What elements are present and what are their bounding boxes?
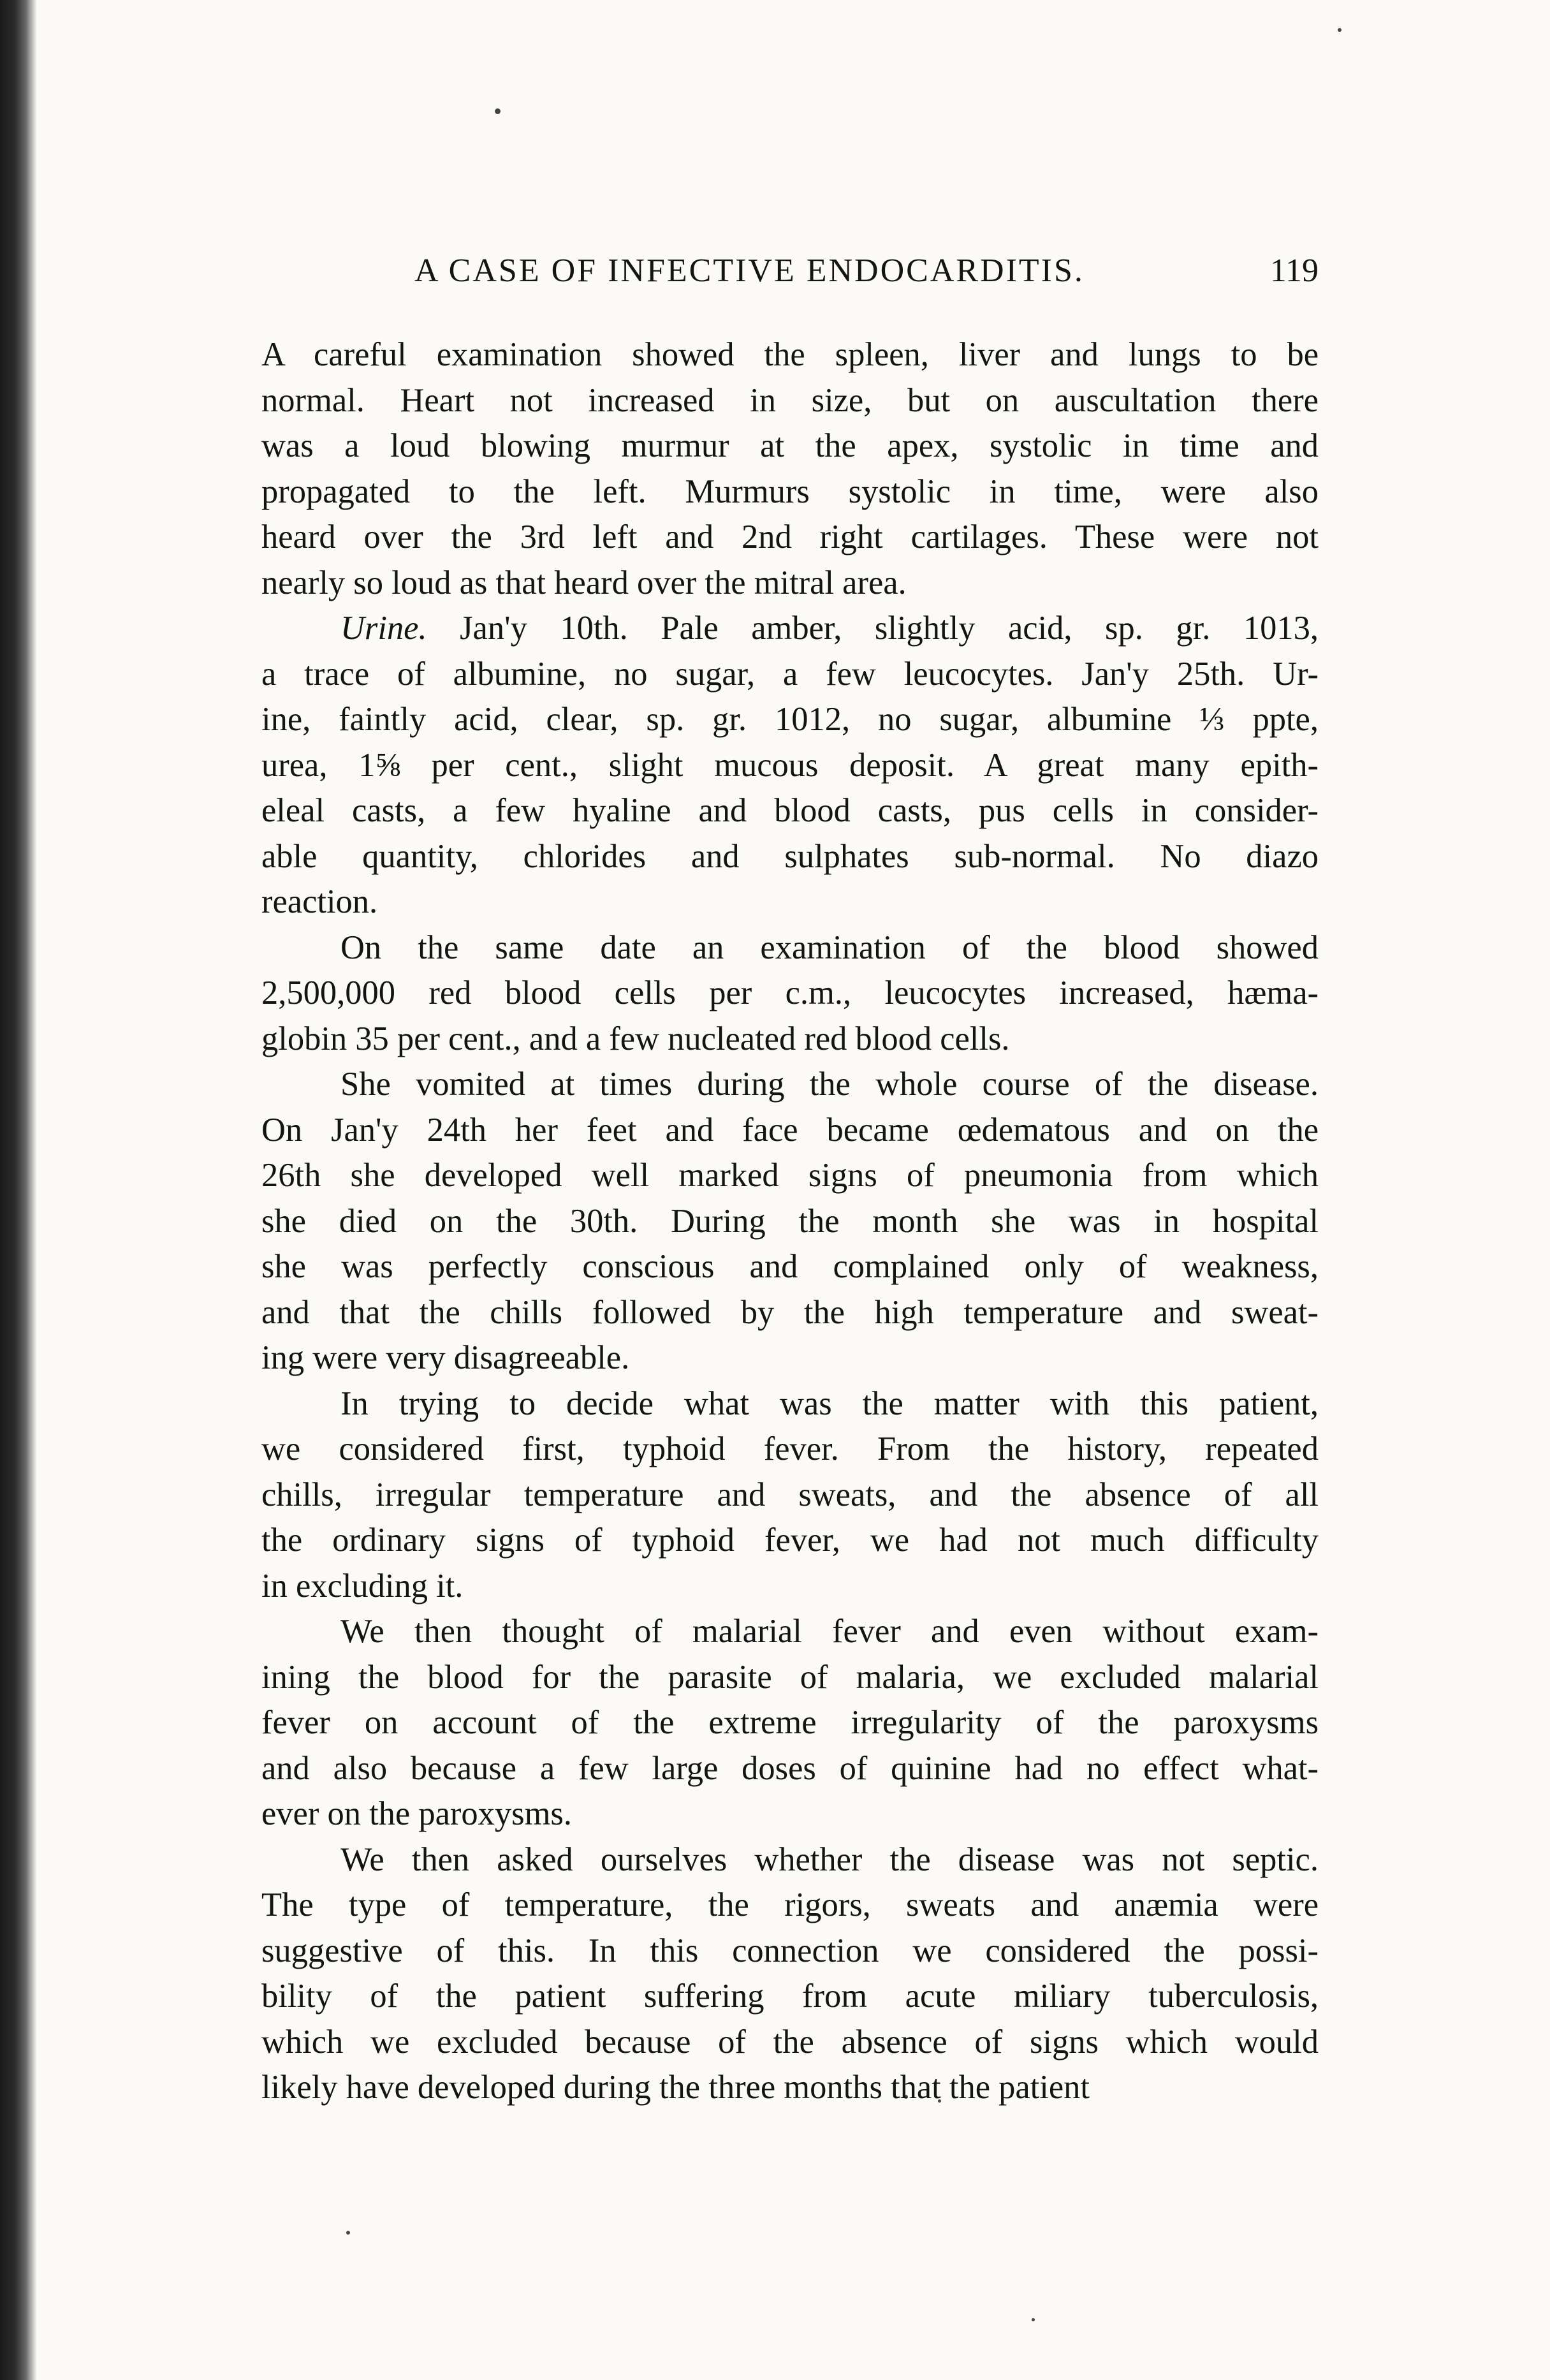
text-line <box>261 879 1319 925</box>
text-line <box>261 1244 1319 1290</box>
text-line-content: she died on the 30th. During the month she was in hospital <box>261 1202 1319 1240</box>
text-line-content: and that the chills followed by the high temperature and sweat- <box>261 1293 1319 1331</box>
text-line <box>261 1427 1319 1473</box>
text-line <box>261 1017 1319 1062</box>
paper-speck <box>1338 28 1342 32</box>
text-line <box>261 1609 1319 1655</box>
text-line-content: ining the blood for the parasite of malaria, we excluded malarial <box>261 1658 1319 1696</box>
text-line <box>261 1655 1319 1701</box>
text-line <box>261 834 1319 880</box>
page-number: 119 <box>1269 253 1319 289</box>
text-line-content: fever on account of the extreme irregularity of the paroxysms <box>261 1704 1319 1741</box>
text-line-content: normal. Heart not increased in size, but on auscultation there <box>261 381 1319 419</box>
paragraph <box>261 332 1319 606</box>
text-line <box>261 2020 1319 2066</box>
running-head-title: A CASE OF INFECTIVE ENDOCARDITIS. <box>414 253 1085 289</box>
text-line-content: In trying to decide what was the matter with this patient, <box>340 1385 1319 1422</box>
text-line-content: ine, faintly acid, clear, sp. gr. 1012, no sugar, albumine ⅓ ppte, <box>261 701 1319 738</box>
paragraph <box>261 606 1319 925</box>
text-line-content: She vomited at times during the whole course of the disease. <box>340 1066 1319 1103</box>
text-line <box>261 1290 1319 1336</box>
text-line <box>261 1108 1319 1154</box>
text-line-content: we considered first, typhoid fever. From the history, repeated <box>261 1430 1319 1467</box>
text-line-content: We then thought of malarial fever and even without exam- <box>340 1613 1319 1650</box>
text-line-content: nearly so loud as that heard over the mitral area. <box>261 564 907 601</box>
text-line <box>261 1199 1319 1245</box>
text-line-content: and also because a few large doses of quinine had no effect what- <box>261 1749 1319 1787</box>
text-line <box>261 1928 1319 1974</box>
text-line <box>261 743 1319 789</box>
text-line <box>261 925 1319 971</box>
text-line-content: reaction. <box>261 883 378 920</box>
text-line-content: eleal casts, a few hyaline and blood casts, pus cells in consider- <box>261 792 1319 829</box>
text-line-content: propagated to the left. Murmurs systolic in time, were also <box>261 473 1319 510</box>
text-line-content: bility of the patient suffering from acute miliary tuberculosis, <box>261 1978 1319 2015</box>
text-line <box>261 697 1319 743</box>
text-line-content: ing were very disagreeable. <box>261 1339 630 1376</box>
text-line-content: chills, irregular temperature and sweats, and the absence of all <box>261 1476 1319 1513</box>
text-line <box>261 515 1319 561</box>
text-line-content: she was perfectly conscious and complained only of weakness, <box>261 1248 1319 1285</box>
text-line-content: globin 35 per cent., and a few nucleated red blood cells. <box>261 1020 1010 1057</box>
text-line-content: On Jan'y 24th her feet and face became œdematous and on the <box>261 1111 1319 1149</box>
text-line <box>261 378 1319 424</box>
text-line <box>261 1518 1319 1564</box>
text-line-content: The type of temperature, the rigors, sweats and anæmia were <box>261 1886 1319 1923</box>
text-line-content: in excluding it. <box>261 1567 464 1605</box>
paper-speck <box>495 108 501 114</box>
text-line <box>261 1700 1319 1746</box>
text-line-content: A careful examination showed the spleen, liver and lungs to be <box>261 336 1319 373</box>
text-line <box>261 1062 1319 1108</box>
text-line <box>261 606 1319 652</box>
text-line <box>261 1564 1319 1610</box>
text-line-content: was a loud blowing murmur at the apex, systolic in time and <box>261 427 1319 464</box>
text-line <box>261 423 1319 469</box>
text-line-content: We then asked ourselves whether the disease was not septic. <box>340 1840 1319 1878</box>
text-line-content: suggestive of this. In this connection we considered the possi- <box>261 1932 1319 1969</box>
text-line-content: likely have developed during the three months that the patient <box>261 2069 1090 2106</box>
text-line <box>261 1381 1319 1427</box>
text-line <box>261 561 1319 606</box>
text-line-content: able quantity, chlorides and sulphates sub-normal. No diazo <box>261 837 1319 875</box>
text-line-content: ever on the paroxysms. <box>261 1795 572 1832</box>
text-line <box>261 469 1319 515</box>
text-line-content: urea, 1⅝ per cent., slight mucous deposit. A great many epith- <box>261 746 1319 784</box>
text-line <box>261 788 1319 834</box>
text-line <box>261 1837 1319 1883</box>
paragraph <box>261 1062 1319 1381</box>
text-line <box>261 1883 1319 1928</box>
text-line <box>261 1335 1319 1381</box>
section-lead-italic: Urine. <box>340 610 427 647</box>
text-line-content: On the same date an examination of the blood showed <box>340 929 1319 966</box>
text-line <box>261 1791 1319 1837</box>
text-line <box>261 652 1319 698</box>
text-line <box>261 1473 1319 1518</box>
running-head <box>261 252 1319 303</box>
paragraph <box>261 1837 1319 2111</box>
text-line <box>261 332 1319 378</box>
text-line <box>261 971 1319 1017</box>
binding-edge <box>0 0 37 2380</box>
text-line <box>261 1746 1319 1792</box>
text-line-content: 2,500,000 red blood cells per c.m., leucocytes increased, hæma- <box>261 974 1319 1011</box>
text-line-content: Jan'y 10th. Pale amber, slightly acid, sp. gr. 1013, <box>427 610 1319 647</box>
paper-speck <box>346 2231 350 2235</box>
text-line-content: heard over the 3rd left and 2nd right cartilages. These were not <box>261 518 1319 555</box>
text-line-content: a trace of albumine, no sugar, a few leucocytes. Jan'y 25th. Ur- <box>261 655 1319 693</box>
text-line-content: the ordinary signs of typhoid fever, we had not much difficulty <box>261 1522 1319 1559</box>
text-line-content: 26th she developed well marked signs of pneumonia from which <box>261 1157 1319 1194</box>
text-line <box>261 1974 1319 2020</box>
text-line <box>261 2065 1319 2111</box>
book-page <box>261 252 1319 2111</box>
paragraph <box>261 925 1319 1062</box>
paragraph <box>261 1381 1319 1610</box>
body-text <box>261 332 1319 2111</box>
text-line <box>261 1153 1319 1199</box>
text-line-content: which we excluded because of the absence of signs which would <box>261 2023 1319 2060</box>
paper-speck <box>1032 2318 1035 2321</box>
paragraph <box>261 1609 1319 1837</box>
